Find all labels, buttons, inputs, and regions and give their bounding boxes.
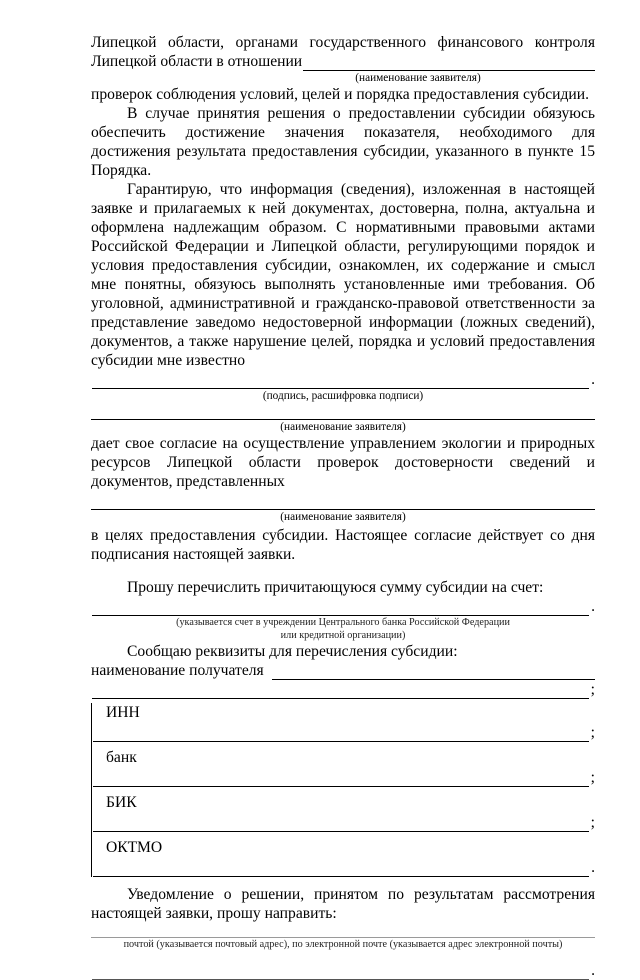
control-bodies-line2: Липецкой области в отношении — [91, 53, 303, 70]
requisites-block — [91, 703, 595, 877]
recipient-name-line-2: ; — [91, 680, 595, 699]
caption-applicant-name-3: (наименование заявителя) — [280, 511, 406, 523]
paragraph-notification: Уведомление о решении, принятом по результатам рассмотрения настоящей заявки, прошу направить: — [91, 886, 595, 922]
caption-account-2: или кредитной организации) — [280, 630, 406, 641]
account-line: . — [91, 597, 595, 616]
bank-line: ; — [92, 768, 595, 787]
signature-line: . — [91, 370, 595, 389]
recipient-name-line — [91, 661, 595, 680]
paragraph-consent-purpose: в целях предоставления субсидии. Настоящее согласие действует со дня подписания настоящей заявки. — [91, 527, 595, 563]
notification-address-line: . — [91, 961, 595, 980]
paragraph-consent: дает свое согласие на осуществление управлением экологии и природных ресурсов Липецкой области проверок достоверности сведений и документов, представленных — [91, 435, 595, 490]
caption-notification: почтой (указывается почтовый адрес), по электронной почте (указывается адрес электронной почты) — [123, 939, 563, 950]
application-form-page — [91, 33, 595, 980]
bank-field[interactable] — [93, 772, 589, 787]
bank-label: банк — [106, 749, 137, 766]
recipient-name-field[interactable] — [272, 665, 595, 680]
notification-method-field[interactable] — [91, 923, 595, 938]
oktmo-label: ОКТМО — [106, 839, 163, 856]
signature-field[interactable] — [92, 374, 589, 389]
inn-line: ; — [92, 723, 595, 742]
paragraph-transfer-request: Прошу перечислить причитающуюся сумму субсидии на счет: — [127, 579, 544, 596]
bik-label: БИК — [106, 794, 137, 811]
applicant-name-line-1 — [91, 52, 595, 71]
bik-field[interactable] — [93, 817, 589, 832]
paragraph-control-bodies-line3: проверок соблюдения условий, целей и порядка предоставления субсидии. — [91, 86, 590, 103]
caption-applicant-name-1: (наименование заявителя) — [355, 72, 481, 84]
caption-applicant-name-2: (наименование заявителя) — [280, 421, 406, 433]
caption-signature: (подпись, расшифровка подписи) — [262, 390, 424, 402]
inn-field[interactable] — [93, 727, 589, 742]
paragraph-guarantee: Гарантирую, что информация (сведения), изложенная в настоящей заявке и прилагаемых к ней документах, достоверна, полна, актуальна и оформлена надлежащим образом. С нормативными правовыми актами Российской Федерации и Липецкой области, регулирующими порядок и условия предоставления субсидии, ознакомлен, их содержание и смысл мне понятны, обязуюсь выполнять установленные ими требования. Об уголовной, административной и гражданско-правовой ответственности за представление заведомо недостоверной информации (ложных сведений), документов, а также нарушение целей, порядка и условий предоставления субсидии мне известно — [91, 181, 595, 369]
recipient-name-label: наименование получателя — [91, 662, 264, 679]
recipient-name-field-2[interactable] — [92, 684, 589, 699]
paragraph-requisites-intro: Сообщаю реквизиты для перечисления субсидии: — [127, 643, 458, 660]
applicant-name-field-1[interactable] — [303, 56, 595, 71]
oktmo-line: . — [92, 858, 595, 877]
account-field[interactable] — [92, 601, 589, 616]
notification-address-field[interactable] — [92, 965, 589, 980]
caption-account-1: (указывается счет в учреждении Центрального банка Российской Федерации — [176, 617, 510, 628]
bik-line: ; — [92, 813, 595, 832]
oktmo-field[interactable] — [93, 862, 589, 877]
applicant-name-field-2[interactable] — [91, 403, 595, 420]
paragraph-control-bodies-line1: Липецкой области, органами государственного финансового контроля — [91, 34, 595, 51]
paragraph-indicator-obligation: В случае принятия решения о предоставлении субсидии обязуюсь обеспечить достижение значения показателя, необходимого для достижения результата предоставления субсидии, указанного в пункте 15 Порядка. — [91, 105, 595, 179]
inn-label: ИНН — [106, 704, 140, 721]
applicant-name-field-3[interactable] — [91, 491, 595, 510]
